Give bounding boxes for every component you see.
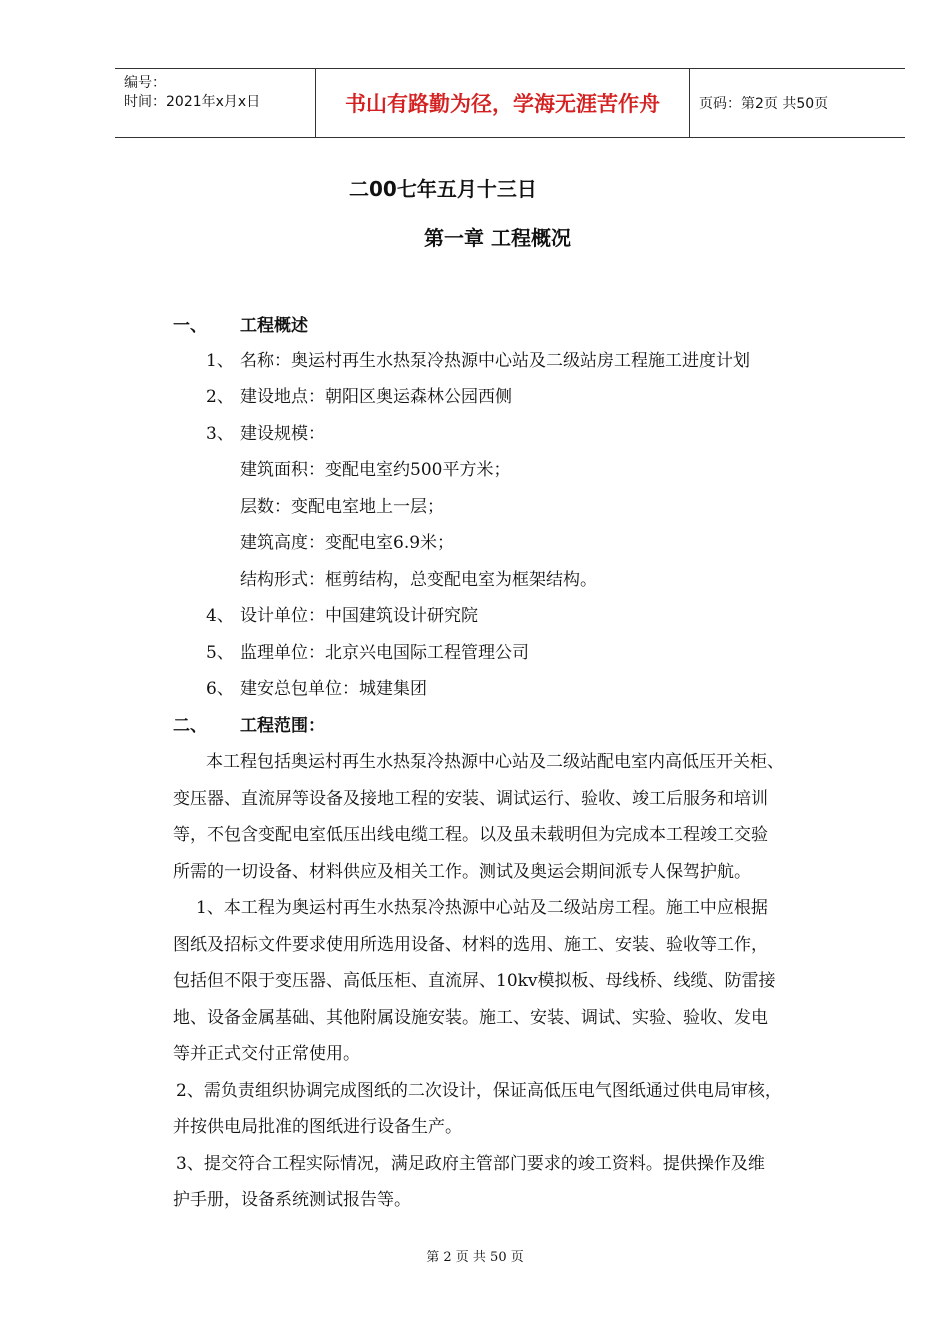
paragraph-line: 变压器、直流屏等设备及接地工程的安装、调试运行、验收、竣工后服务和培训	[173, 789, 768, 809]
scale-detail: 层数：变配电室地上一层；	[240, 497, 444, 517]
paragraph-line: 包括但不限于变压器、高低压柜、直流屏、10kv模拟板、母线桥、线缆、防雷接	[173, 971, 776, 991]
list-item-number: 5、	[206, 643, 234, 663]
date-line: 二00七年五月十三日	[349, 177, 537, 201]
header-motto: 书山有路勤为径，学海无涯苦作舟	[316, 69, 690, 137]
scale-detail: 建筑面积：变配电室约500平方米；	[240, 460, 511, 480]
paragraph-line: 等并正式交付正常使用。	[173, 1044, 360, 1064]
paragraph-line: 本工程包括奥运村再生水热泵冷热源中心站及二级站配电室内高低压开关柜、	[206, 752, 784, 772]
paragraph-line: 所需的一切设备、材料供应及相关工作。测试及奥运会期间派专人保驾护航。	[173, 862, 751, 882]
list-item-text: 名称：奥运村再生水热泵冷热源中心站及二级站房工程施工进度计划	[240, 351, 750, 371]
list-item-text: 建设规模：	[240, 424, 325, 444]
header-page-info: 页码：第2页 共50页	[699, 96, 829, 112]
list-item-text: 监理单位：北京兴电国际工程管理公司	[240, 643, 529, 663]
paragraph-line: 地、设备金属基础、其他附属设施安装。施工、安装、调试、实验、验收、发电	[173, 1008, 768, 1028]
paragraph-line: 3、提交符合工程实际情况，满足政府主管部门要求的竣工资料。提供操作及维	[176, 1154, 765, 1174]
paragraph-line: 等，不包含变配电室低压出线电缆工程。以及虽未载明但为完成本工程竣工交验	[173, 825, 768, 845]
list-item-number: 4、	[206, 606, 234, 626]
list-item-number: 6、	[206, 679, 234, 699]
list-item-text: 建安总包单位：城建集团	[240, 679, 427, 699]
scale-detail: 结构形式：框剪结构，总变配电室为框架结构。	[240, 570, 597, 590]
scale-detail: 建筑高度：变配电室6.9米；	[240, 533, 455, 553]
section-number: 二、	[173, 716, 207, 736]
paragraph-line: 1、本工程为奥运村再生水热泵冷热源中心站及二级站房工程。施工中应根据	[196, 898, 768, 918]
page-footer: 第 2 页 共 50 页	[426, 1250, 524, 1265]
list-item-number: 2、	[206, 387, 234, 407]
paragraph-line: 护手册，设备系统测试报告等。	[173, 1190, 411, 1210]
section-title: 工程概述	[240, 316, 308, 336]
section-number: 一、	[173, 316, 207, 336]
list-item-number: 1、	[206, 351, 234, 371]
section-title: 工程范围：	[240, 716, 325, 736]
paragraph-line: 2、需负责组织协调完成图纸的二次设计，保证高低压电气图纸通过供电局审核，	[176, 1081, 782, 1101]
document-time-label: 时间：2021年x月x日	[124, 94, 261, 110]
header-meta-cell	[115, 69, 316, 137]
paragraph-line: 并按供电局批准的图纸进行设备生产。	[173, 1117, 462, 1137]
document-header	[115, 68, 905, 138]
document-number-label: 编号：	[124, 75, 166, 91]
list-item-text: 设计单位：中国建筑设计研究院	[240, 606, 478, 626]
paragraph-line: 图纸及招标文件要求使用所选用设备、材料的选用、施工、安装、验收等工作，	[173, 935, 768, 955]
list-item-number: 3、	[206, 424, 234, 444]
chapter-title: 第一章 工程概况	[424, 226, 571, 250]
list-item-text: 建设地点：朝阳区奥运森林公园西侧	[240, 387, 512, 407]
